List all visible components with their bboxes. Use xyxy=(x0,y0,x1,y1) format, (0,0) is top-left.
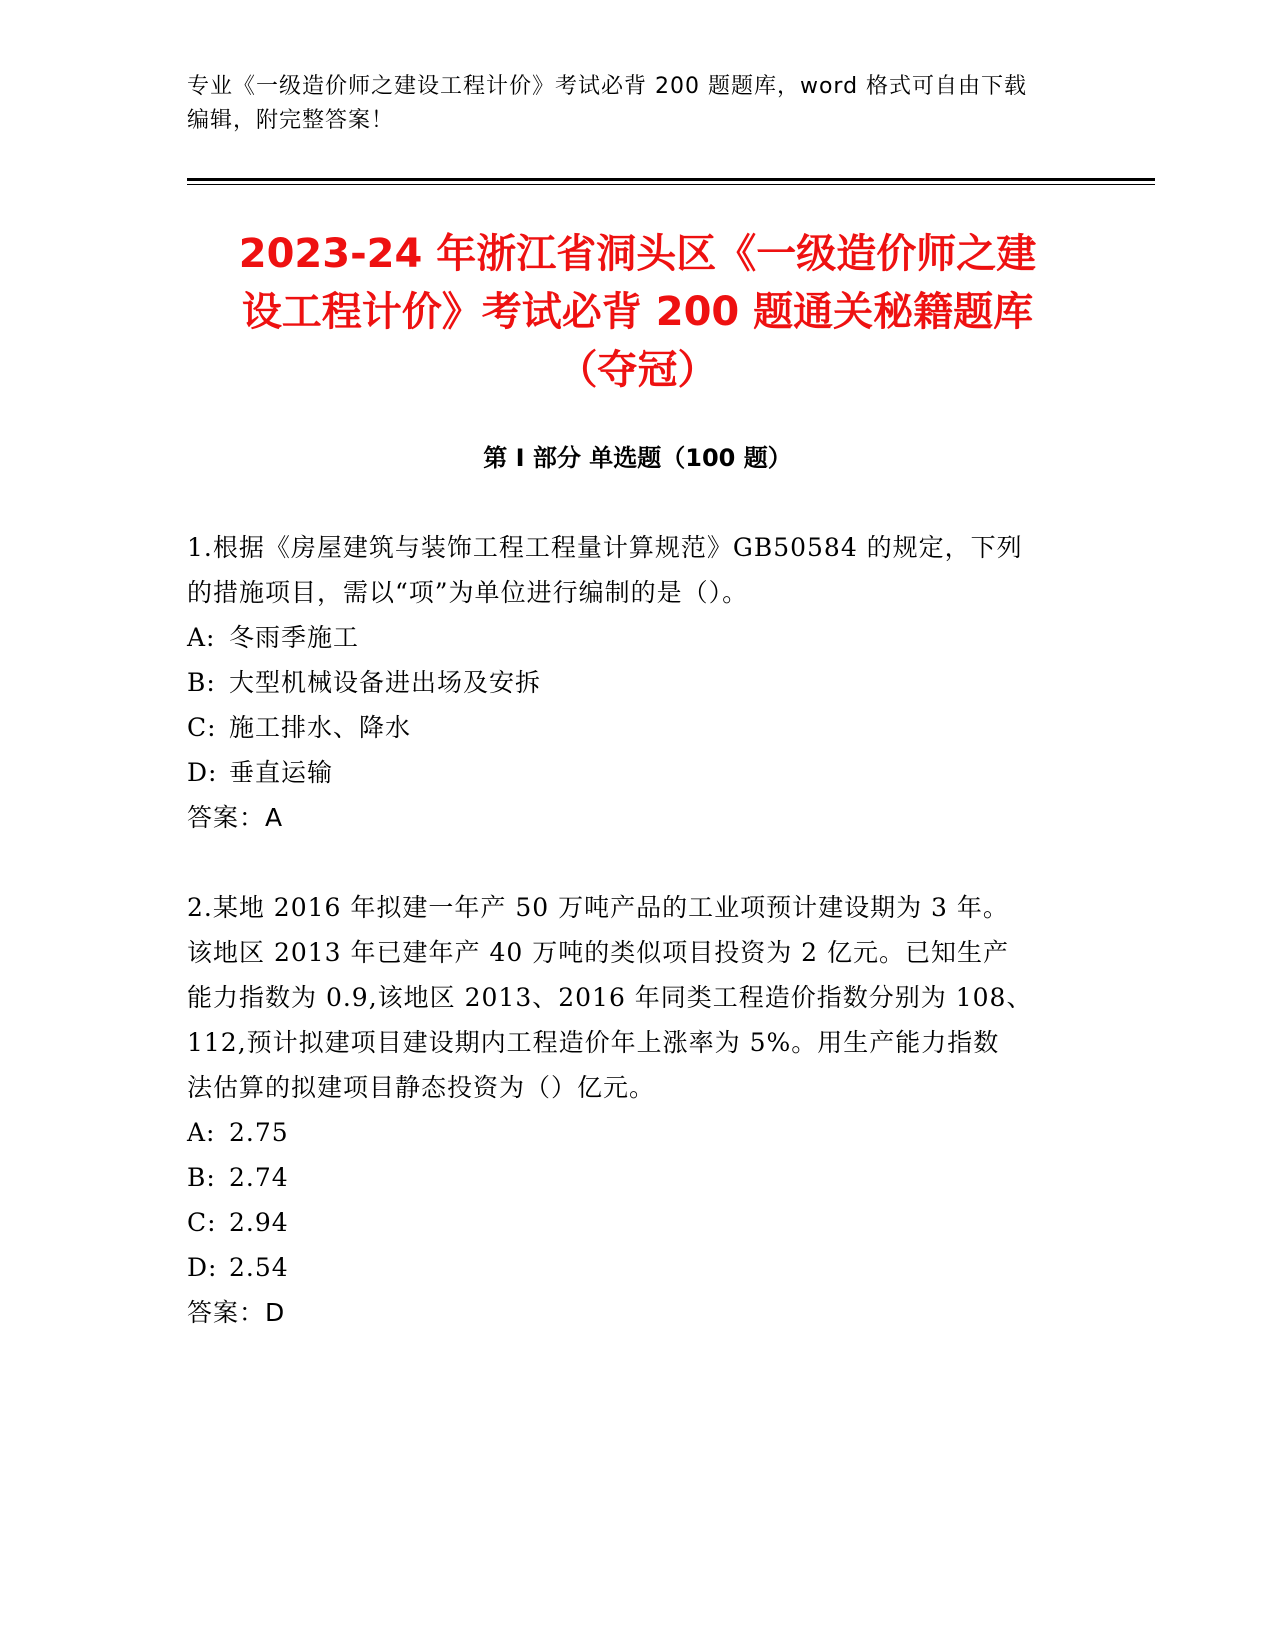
option-key: D: xyxy=(187,1253,218,1282)
question-stem-line: 的措施项目，需以“项”为单位进行编制的是（）。 xyxy=(187,578,749,607)
question-stem-line: 112,预计拟建项目建设期内工程造价年上涨率为 5%。用生产能力指数 xyxy=(187,1028,1000,1057)
header-divider-thick xyxy=(187,178,1155,181)
question-stem-line: 该地区 2013 年已建年产 40 万吨的类似项目投资为 2 亿元。已知生产 xyxy=(187,938,1010,967)
document-title-line: （夺冠） xyxy=(557,347,718,393)
option-key: D: xyxy=(187,758,218,787)
option-key: C: xyxy=(187,713,217,742)
question-answer: 答案：D xyxy=(187,1298,286,1327)
question-option xyxy=(187,615,1087,660)
option-text: 2.54 xyxy=(229,1253,289,1282)
question-stem-line: 1.根据《房屋建筑与装饰工程工程量计算规范》GB50584 的规定，下列 xyxy=(187,533,1023,562)
question-stem-line: 2.某地 2016 年拟建一年产 50 万吨产品的工业项预计建设期为 3 年。 xyxy=(187,893,1009,922)
option-key: C: xyxy=(187,1208,217,1237)
question-stem-line: 法估算的拟建项目静态投资为（）亿元。 xyxy=(187,1073,656,1102)
document-title xyxy=(150,225,1125,399)
question-answer: 答案：A xyxy=(187,803,284,832)
header-note-line: 编辑，附完整答案！ xyxy=(187,108,395,133)
option-text: 2.94 xyxy=(229,1208,289,1237)
question-option xyxy=(187,1245,1087,1290)
question-option xyxy=(187,705,1087,750)
question-item xyxy=(187,885,1087,1335)
question-item xyxy=(187,525,1087,840)
header-divider-thin xyxy=(187,184,1155,185)
option-text: 大型机械设备进出场及安拆 xyxy=(229,668,542,697)
option-text: 施工排水、降水 xyxy=(229,713,412,742)
option-key: A: xyxy=(187,1118,216,1147)
header-note-line: 专业《一级造价师之建设工程计价》考试必背 200 题题库，word 格式可自由下载 xyxy=(187,74,1028,99)
option-text: 垂直运输 xyxy=(229,758,334,787)
question-option xyxy=(187,1110,1087,1155)
option-text: 冬雨季施工 xyxy=(229,623,360,652)
question-option xyxy=(187,1200,1087,1245)
question-option xyxy=(187,1155,1087,1200)
option-key: A: xyxy=(187,623,216,652)
question-option xyxy=(187,750,1087,795)
section-heading: 第 I 部分 单选题（100 题） xyxy=(483,444,792,472)
header-note xyxy=(187,70,1087,138)
question-stem-line: 能力指数为 0.9,该地区 2013、2016 年同类工程造价指数分别为 108、 xyxy=(187,983,1033,1012)
question-option xyxy=(187,660,1087,705)
option-text: 2.74 xyxy=(229,1163,289,1192)
option-key: B: xyxy=(187,668,216,697)
document-title-line: 设工程计价》考试必背 200 题通关秘籍题库 xyxy=(241,289,1034,335)
option-text: 2.75 xyxy=(229,1118,289,1147)
document-title-line: 2023-24 年浙江省洞头区《一级造价师之建 xyxy=(238,231,1037,277)
option-key: B: xyxy=(187,1163,216,1192)
